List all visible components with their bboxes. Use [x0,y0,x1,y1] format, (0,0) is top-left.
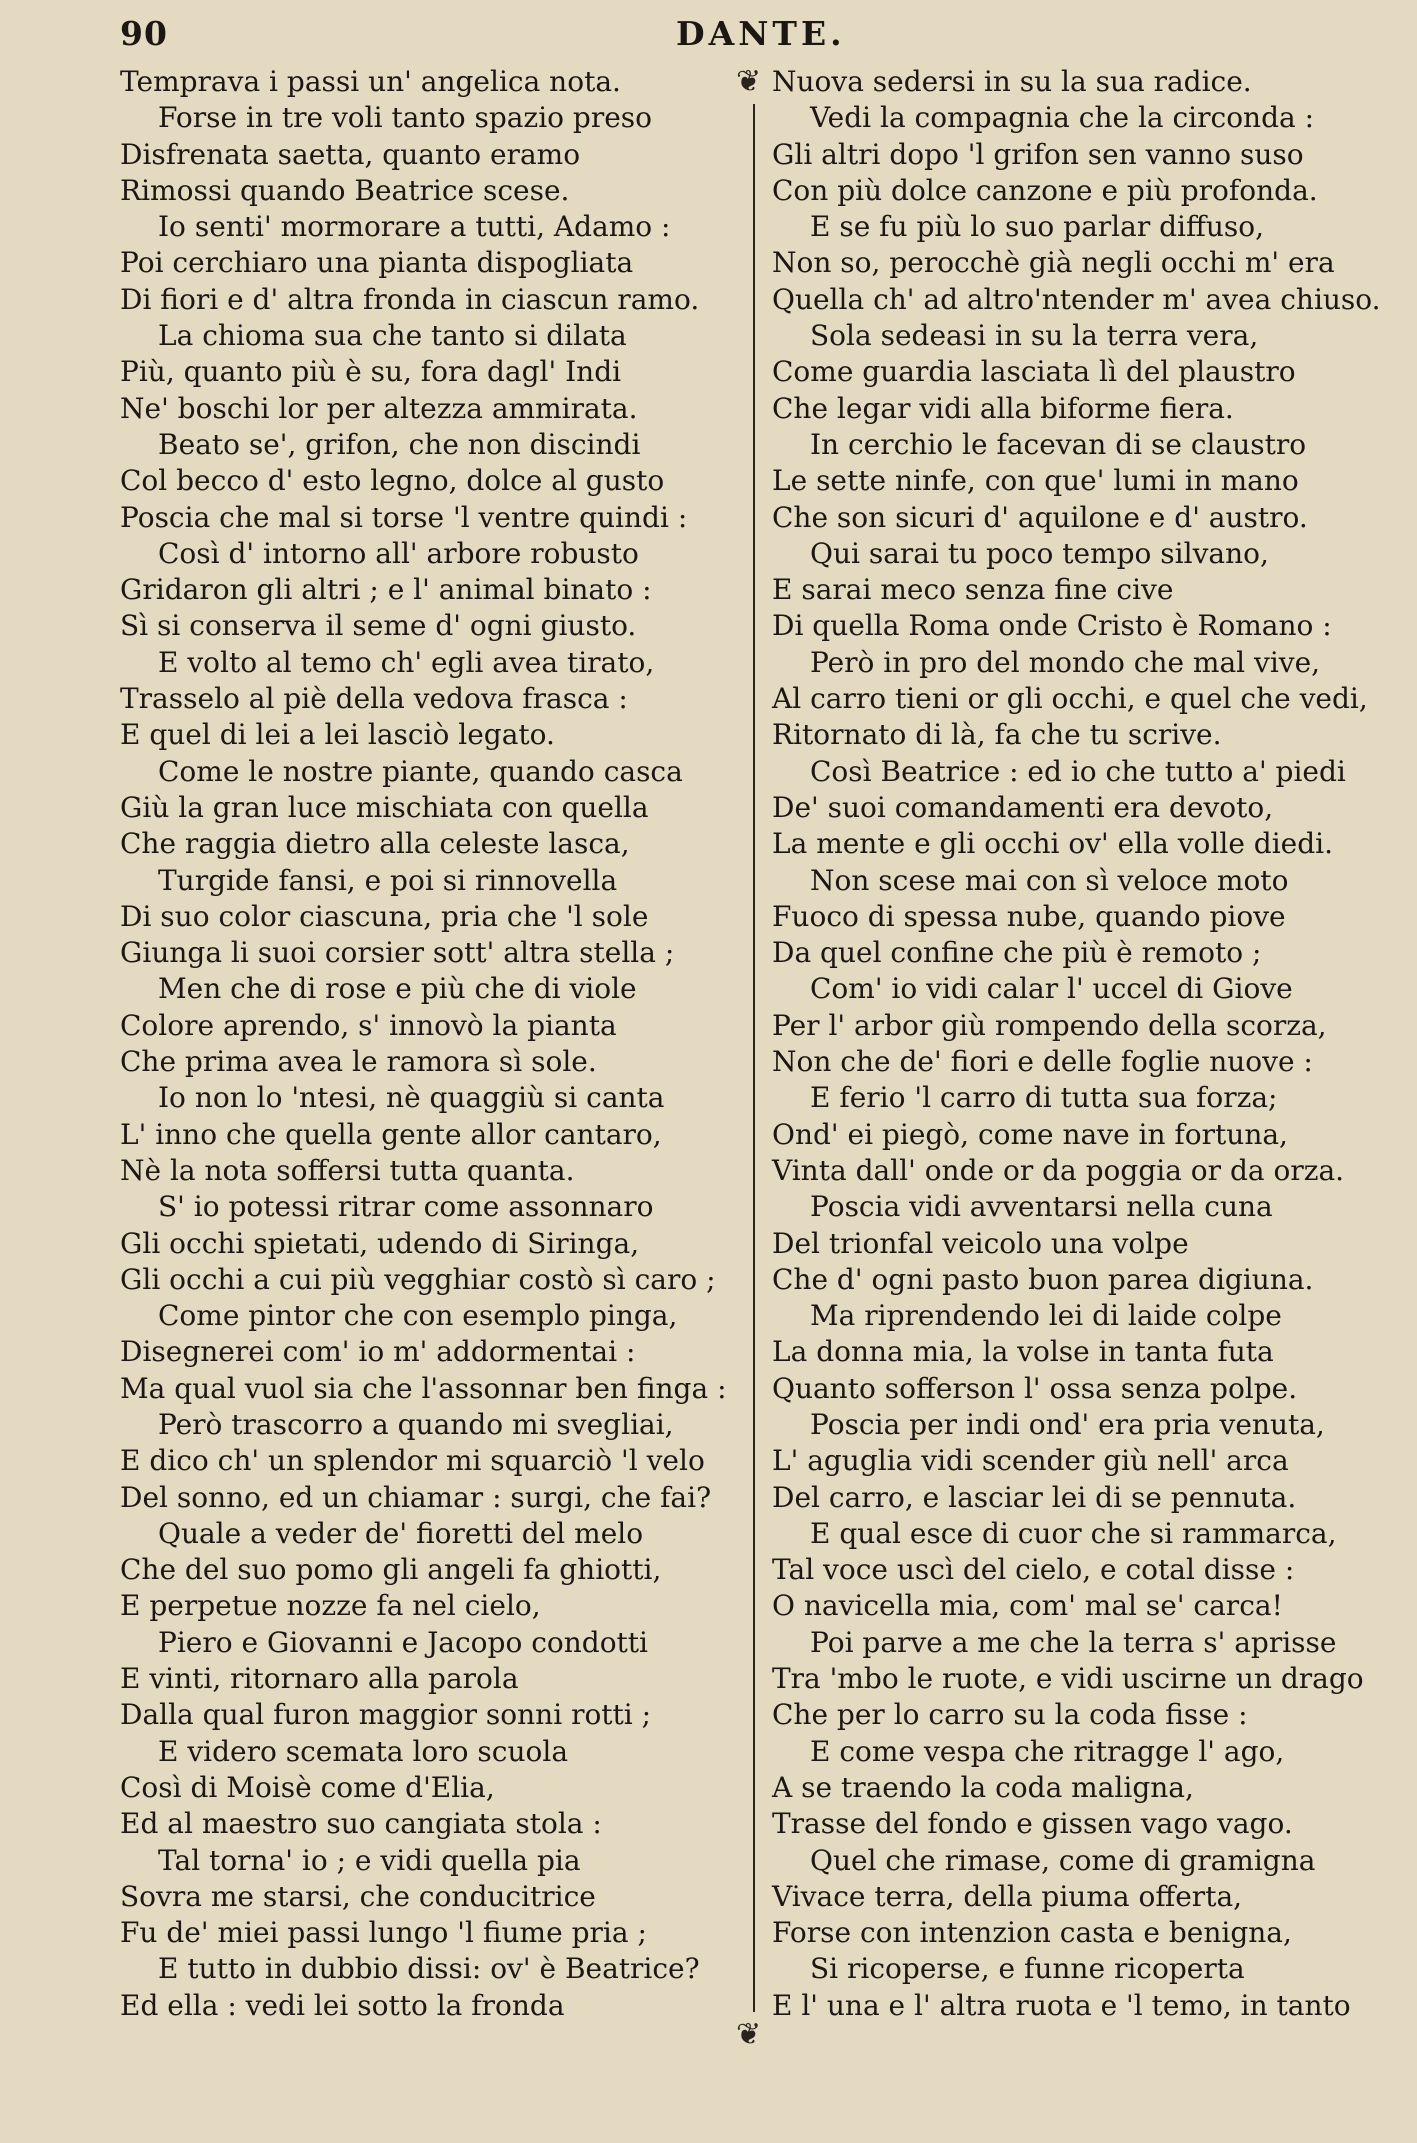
verse-line: Di suo color ciascuna, pria che 'l sole [120,899,649,933]
verse-line: Nè la nota soffersi tutta quanta. [120,1153,575,1187]
verse-line: Gridaron gli altri ; e l' animal binato : [120,573,652,607]
verse-line: Disegnerei com' io m' addormentai : [120,1335,636,1369]
verse-line: Di fiori e d' altra fronda in ciascun ramo. [120,282,700,316]
verse-line: Così Beatrice : ed io che tutto a' piedi [810,754,1346,788]
verse-line: Quella ch' ad altro'ntender m' avea chiuso. [772,282,1381,316]
verse-line: E dico ch' un splendor mi squarciò 'l velo [120,1444,705,1478]
verse-line: Ritornato di là, fa che tu scrive. [772,718,1222,752]
verse-line: Da quel confine che più è remoto ; [772,936,1262,970]
verse-line: L' aguglia vidi scender giù nell' arca [772,1444,1289,1478]
verse-line: Sì si conserva il seme d' ogni giusto. [120,609,637,643]
verse-line: Io senti' mormorare a tutti, Adamo : [158,210,671,244]
verse-line: Del carro, e lasciar lei di se pennuta. [772,1480,1297,1514]
verse-line: Che d' ogni pasto buon parea digiuna. [772,1262,1314,1296]
verse-line: Ma riprendendo lei di laide colpe [810,1299,1282,1333]
verse-line: Con più dolce canzone e più profonda. [772,173,1318,207]
verse-line: Disfrenata saetta, quanto eramo [120,137,581,171]
verse-line: Che son sicuri d' aquilone e d' austro. [772,500,1308,534]
verse-line: Non scese mai con sì veloce moto [810,863,1289,897]
verse-line: Vinta dall' onde or da poggia or da orza. [772,1153,1345,1187]
verse-line: Gli altri dopo 'l grifon sen vanno suso [772,137,1304,171]
verse-line: Com' io vidi calar l' uccel di Giove [810,972,1293,1006]
verse-line: Ond' ei piegò, come nave in fortuna, [772,1117,1288,1151]
verse-line: Però in pro del mondo che mal vive, [810,645,1321,679]
verse-line: La donna mia, la volse in tanta futa [772,1335,1274,1369]
verse-line: La mente e gli occhi ov' ella volle diedi. [772,827,1334,861]
verse-line: Turgide fansi, e poi si rinnovella [158,863,618,897]
verse-line: Gli occhi a cui più vegghiar costò sì caro ; [120,1262,716,1296]
verse-line: Trasselo al piè della vedova frasca : [120,682,628,716]
page-header [0,0,1417,70]
verse-line: Si ricoperse, e funne ricoperta [810,1952,1245,1986]
verse-line: La chioma sua che tanto si dilata [158,319,627,353]
verse-line: Non che de' fiori e delle foglie nuove : [772,1045,1313,1079]
verse-line: S' io potessi ritrar come assonnaro [158,1190,654,1224]
verse-line: E qual esce di cuor che si rammarca, [810,1516,1337,1550]
verse-line: Poi parve a me che la terra s' aprisse [810,1625,1337,1659]
verse-line: Men che di rose e più che di viole [158,972,637,1006]
verse-line: Che raggia dietro alla celeste lasca, [120,827,630,861]
verse-line: Poi cerchiaro una pianta dispogliata [120,246,634,280]
verse-line: E se fu più lo suo parlar diffuso, [810,210,1265,244]
verse-line: Gli occhi spietati, udendo di Siringa, [120,1226,640,1260]
left-text-column [120,64,760,2024]
verse-line: Vivace terra, della piuma offerta, [772,1879,1243,1913]
verse-line: Poscia per indi ond' era pria venuta, [810,1407,1325,1441]
column-divider-rule [753,104,755,2012]
verse-line: Io non lo 'ntesi, nè quaggiù si canta [158,1081,665,1115]
verse-line: Fu de' miei passi lungo 'l fiume pria ; [120,1916,647,1950]
verse-line: E l' una e l' altra ruota e 'l temo, in tanto [772,1988,1351,2022]
verse-line: E tutto in dubbio dissi: ov' è Beatrice? [158,1952,700,1986]
verse-line: Ed al maestro suo cangiata stola : [120,1807,602,1841]
verse-line: Tal torna' io ; e vidi quella pia [158,1843,581,1877]
verse-line: Quanto sofferson l' ossa senza polpe. [772,1371,1298,1405]
verse-line: Tal voce uscì del cielo, e cotal disse : [772,1553,1295,1587]
verse-line: Fuoco di spessa nube, quando piove [772,899,1286,933]
verse-line: Del trionfal veicolo una volpe [772,1226,1189,1260]
verse-line: Che legar vidi alla biforme fiera. [772,391,1234,425]
running-head: DANTE. [676,14,846,53]
verse-line: Quel che rimase, come di gramigna [810,1843,1316,1877]
verse-line: A se traendo la coda maligna, [772,1770,1194,1804]
verse-line: Ma qual vuol sia che l'assonnar ben finga : [120,1371,727,1405]
verse-line: L' inno che quella gente allor cantaro, [120,1117,662,1151]
right-text-column [772,64,1397,2024]
verse-line: E volto al temo ch' egli avea tirato, [158,645,655,679]
verse-line: E sarai meco senza fine cive [772,573,1174,607]
verse-line: Come le nostre piante, quando casca [158,754,683,788]
verse-line: Giù la gran luce mischiata con quella [120,790,649,824]
verse-line: Così di Moisè come d'Elia, [120,1770,495,1804]
verse-line: Nuova sedersi in su la sua radice. [772,65,1252,98]
verse-line: Trasse del fondo e gissen vago vago. [772,1807,1293,1841]
verse-line: Sovra me starsi, che conducitrice [120,1879,596,1913]
verse-line: Più, quanto più è su, fora dagl' Indi [120,355,622,389]
verse-line: E perpetue nozze fa nel cielo, [120,1589,541,1623]
verse-line: Colore aprendo, s' innovò la pianta [120,1008,617,1042]
fleuron-ornament-icon: ❦ [736,2017,762,2052]
verse-line: Di quella Roma onde Cristo è Romano : [772,609,1332,643]
verse-line: E come vespa che ritragge l' ago, [810,1734,1285,1768]
verse-line: Giunga li suoi corsier sott' altra stella ; [120,936,675,970]
verse-line: Vedi la compagnia che la circonda : [810,101,1315,135]
verse-line: E videro scemata loro scuola [158,1734,569,1768]
verse-line: Del sonno, ed un chiamar : surgi, che fai? [120,1480,712,1514]
verse-line: Per l' arbor giù rompendo della scorza, [772,1008,1327,1042]
verse-line: Dalla qual furon maggior sonni rotti ; [120,1698,652,1732]
verse-line: Rimossi quando Beatrice scese. [120,173,570,207]
verse-line: E ferio 'l carro di tutta sua forza; [810,1081,1278,1115]
verse-line: Ed ella : vedi lei sotto la fronda [120,1988,565,2022]
verse-line: E vinti, ritornaro alla parola [120,1662,519,1696]
verse-line: Come guardia lasciata lì del plaustro [772,355,1296,389]
verse-line: Tra 'mbo le ruote, e vidi uscirne un drago [772,1662,1364,1696]
verse-line: De' suoi comandamenti era devoto, [772,790,1274,824]
verse-line: E quel di lei a lei lasciò legato. [120,718,555,752]
verse-line: Però trascorro a quando mi svegliai, [158,1407,674,1441]
page-number: 90 [120,14,168,53]
verse-line: Poscia che mal si torse 'l ventre quindi : [120,500,688,534]
fleuron-ornament-icon: ❦ [736,64,762,99]
verse-line: Col becco d' esto legno, dolce al gusto [120,464,665,498]
verse-line: Così d' intorno all' arbore robusto [158,536,639,570]
verse-line: Come pintor che con esemplo pinga, [158,1299,678,1333]
verse-line: Forse con intenzion casta e benigna, [772,1916,1292,1950]
verse-line: Temprava i passi un' angelica nota. [120,65,621,98]
verse-line: In cerchio le facevan di se claustro [810,427,1307,461]
verse-line: Che prima avea le ramora sì sole. [120,1045,597,1079]
verse-line: Le sette ninfe, con que' lumi in mano [772,464,1299,498]
verse-line: Che del suo pomo gli angeli fa ghiotti, [120,1553,662,1587]
verse-line: Forse in tre voli tanto spazio preso [158,101,653,135]
verse-line: Piero e Giovanni e Jacopo condotti [158,1625,649,1659]
verse-line: Poscia vidi avventarsi nella cuna [810,1190,1273,1224]
verse-line: Quale a veder de' fioretti del melo [158,1516,644,1550]
verse-line: Che per lo carro su la coda fisse : [772,1698,1248,1732]
verse-line: O navicella mia, com' mal se' carca! [772,1589,1283,1623]
verse-line: Sola sedeasi in su la terra vera, [810,319,1259,353]
verse-line: Beato se', grifon, che non discindi [158,427,641,461]
verse-line: Non so, perocchè già negli occhi m' era [772,246,1335,280]
verse-line: Qui sarai tu poco tempo silvano, [810,536,1269,570]
verse-line: Al carro tieni or gli occhi, e quel che vedi, [772,682,1368,716]
verse-line: Ne' boschi lor per altezza ammirata. [120,391,638,425]
